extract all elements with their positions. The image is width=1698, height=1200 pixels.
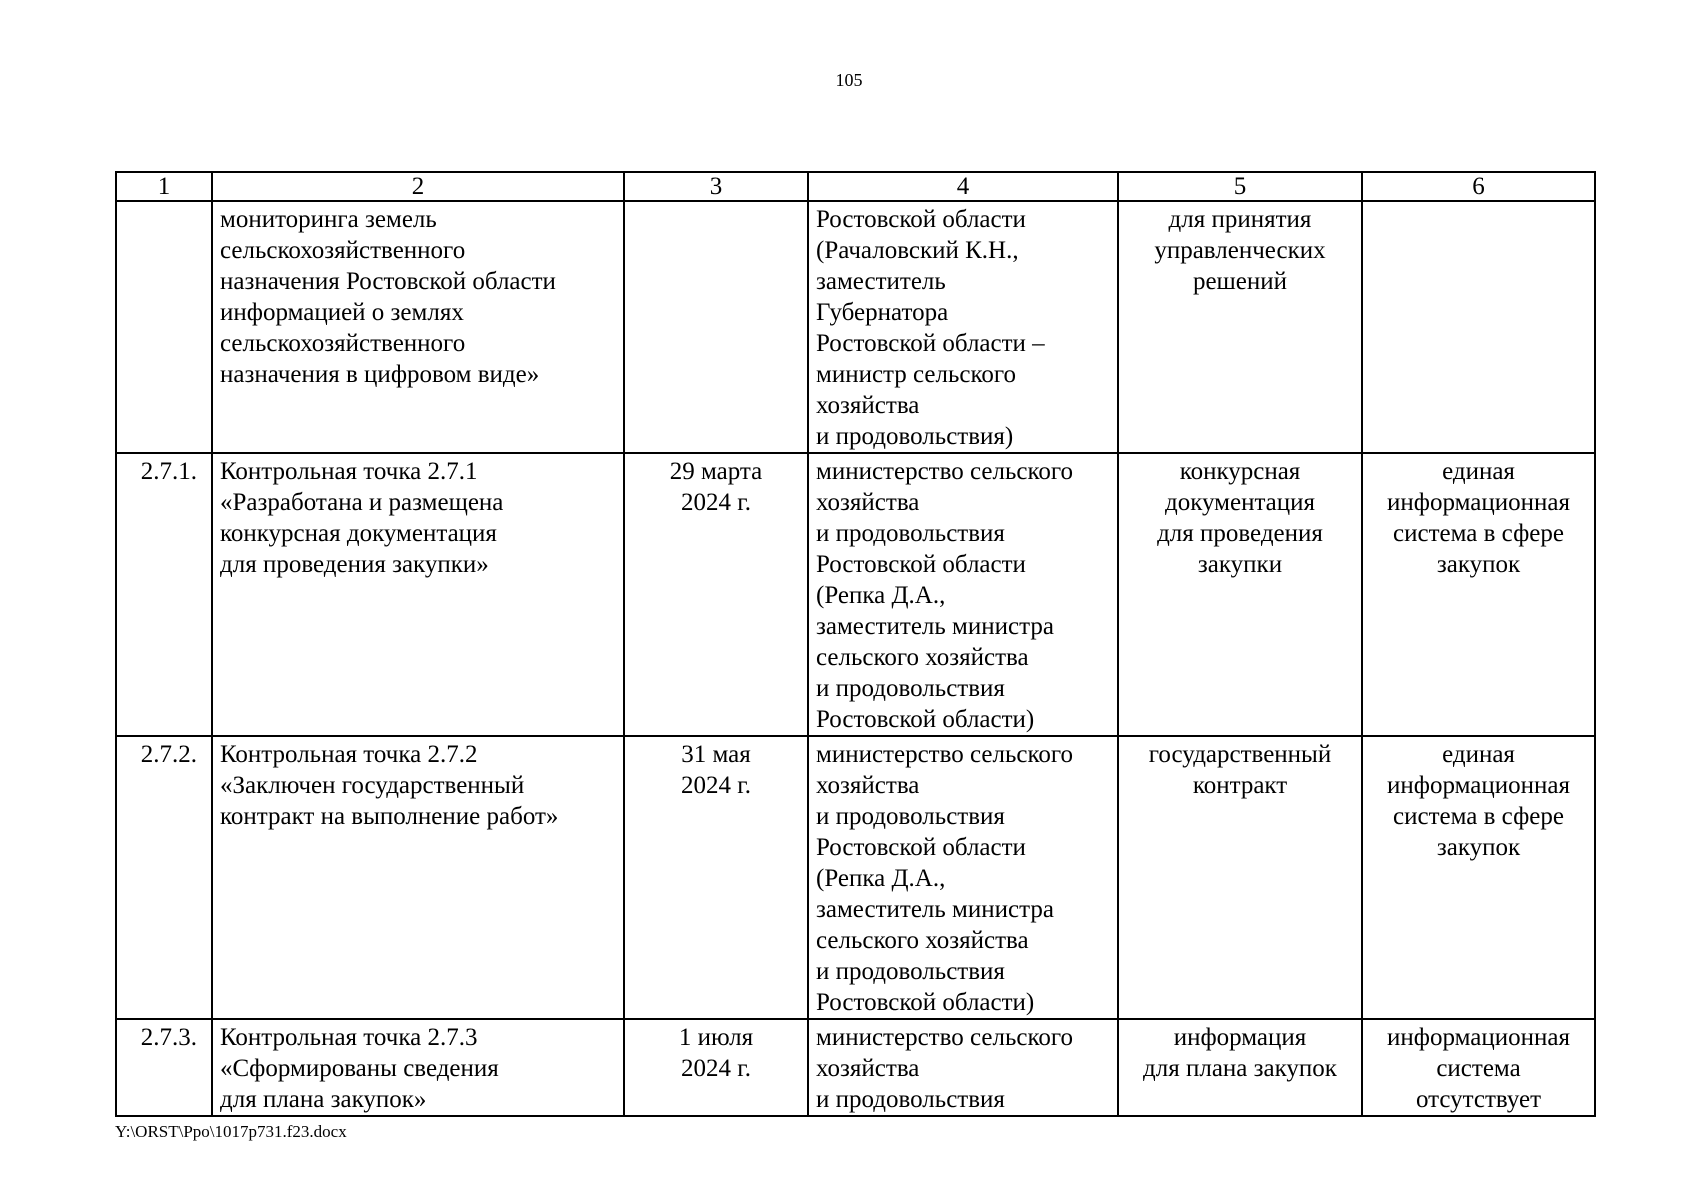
deadline-cell: 31 мая 2024 г. — [624, 736, 808, 1019]
row-number-cell: 2.7.2. — [116, 736, 212, 1019]
deadline-cell: 1 июля 2024 г. — [624, 1019, 808, 1116]
deadline-cell: 29 марта 2024 г. — [624, 453, 808, 736]
column-number-3: 3 — [624, 172, 808, 201]
event-name-cell: Контрольная точка 2.7.1 «Разработана и размещена конкурсная документация для проведения закупки» — [212, 453, 624, 736]
info-system-cell — [1362, 201, 1595, 453]
column-number-6: 6 — [1362, 172, 1595, 201]
row-number-cell: 2.7.3. — [116, 1019, 212, 1116]
result-cell: конкурсная документация для проведения закупки — [1118, 453, 1362, 736]
table-row — [116, 453, 1595, 736]
event-name-cell: Контрольная точка 2.7.3 «Сформированы сведения для плана закупок» — [212, 1019, 624, 1116]
page-number: 105 — [835, 70, 863, 90]
column-number-4: 4 — [808, 172, 1118, 201]
row-number-cell — [116, 201, 212, 453]
row-number-cell: 2.7.1. — [116, 453, 212, 736]
result-cell: для принятия управленческих решений — [1118, 201, 1362, 453]
responsible-cell: министерство сельского хозяйства и продовольствия — [808, 1019, 1118, 1116]
column-number-2: 2 — [212, 172, 624, 201]
column-number-5: 5 — [1118, 172, 1362, 201]
event-name-cell: мониторинга земель сельскохозяйственного назначения Ростовской области информацией о землях сельскохозяйственного назначения в цифровом виде» — [212, 201, 624, 453]
table-row — [116, 1019, 1595, 1116]
table-row — [116, 736, 1595, 1019]
table-header-row — [116, 172, 1595, 201]
deadline-cell — [624, 201, 808, 453]
column-number-1: 1 — [116, 172, 212, 201]
info-system-cell: единая информационная система в сфере закупок — [1362, 736, 1595, 1019]
responsible-cell: министерство сельского хозяйства и продовольствия Ростовской области (Репка Д.А., заместитель министра сельского хозяйства и продовольствия Ростовской области) — [808, 453, 1118, 736]
info-system-cell: информационная система отсутствует — [1362, 1019, 1595, 1116]
control-points-table — [115, 171, 1596, 1117]
footer-file-path: Y:\ORST\Ppo\1017p731.f23.docx — [115, 1122, 347, 1141]
result-cell: информация для плана закупок — [1118, 1019, 1362, 1116]
responsible-cell: министерство сельского хозяйства и продовольствия Ростовской области (Репка Д.А., заместитель министра сельского хозяйства и продовольствия Ростовской области) — [808, 736, 1118, 1019]
table-row — [116, 201, 1595, 453]
info-system-cell: единая информационная система в сфере закупок — [1362, 453, 1595, 736]
responsible-cell: Ростовской области (Рачаловский К.Н., заместитель Губернатора Ростовской области – министр сельского хозяйства и продовольствия) — [808, 201, 1118, 453]
event-name-cell: Контрольная точка 2.7.2 «Заключен государственный контракт на выполнение работ» — [212, 736, 624, 1019]
result-cell: государственный контракт — [1118, 736, 1362, 1019]
